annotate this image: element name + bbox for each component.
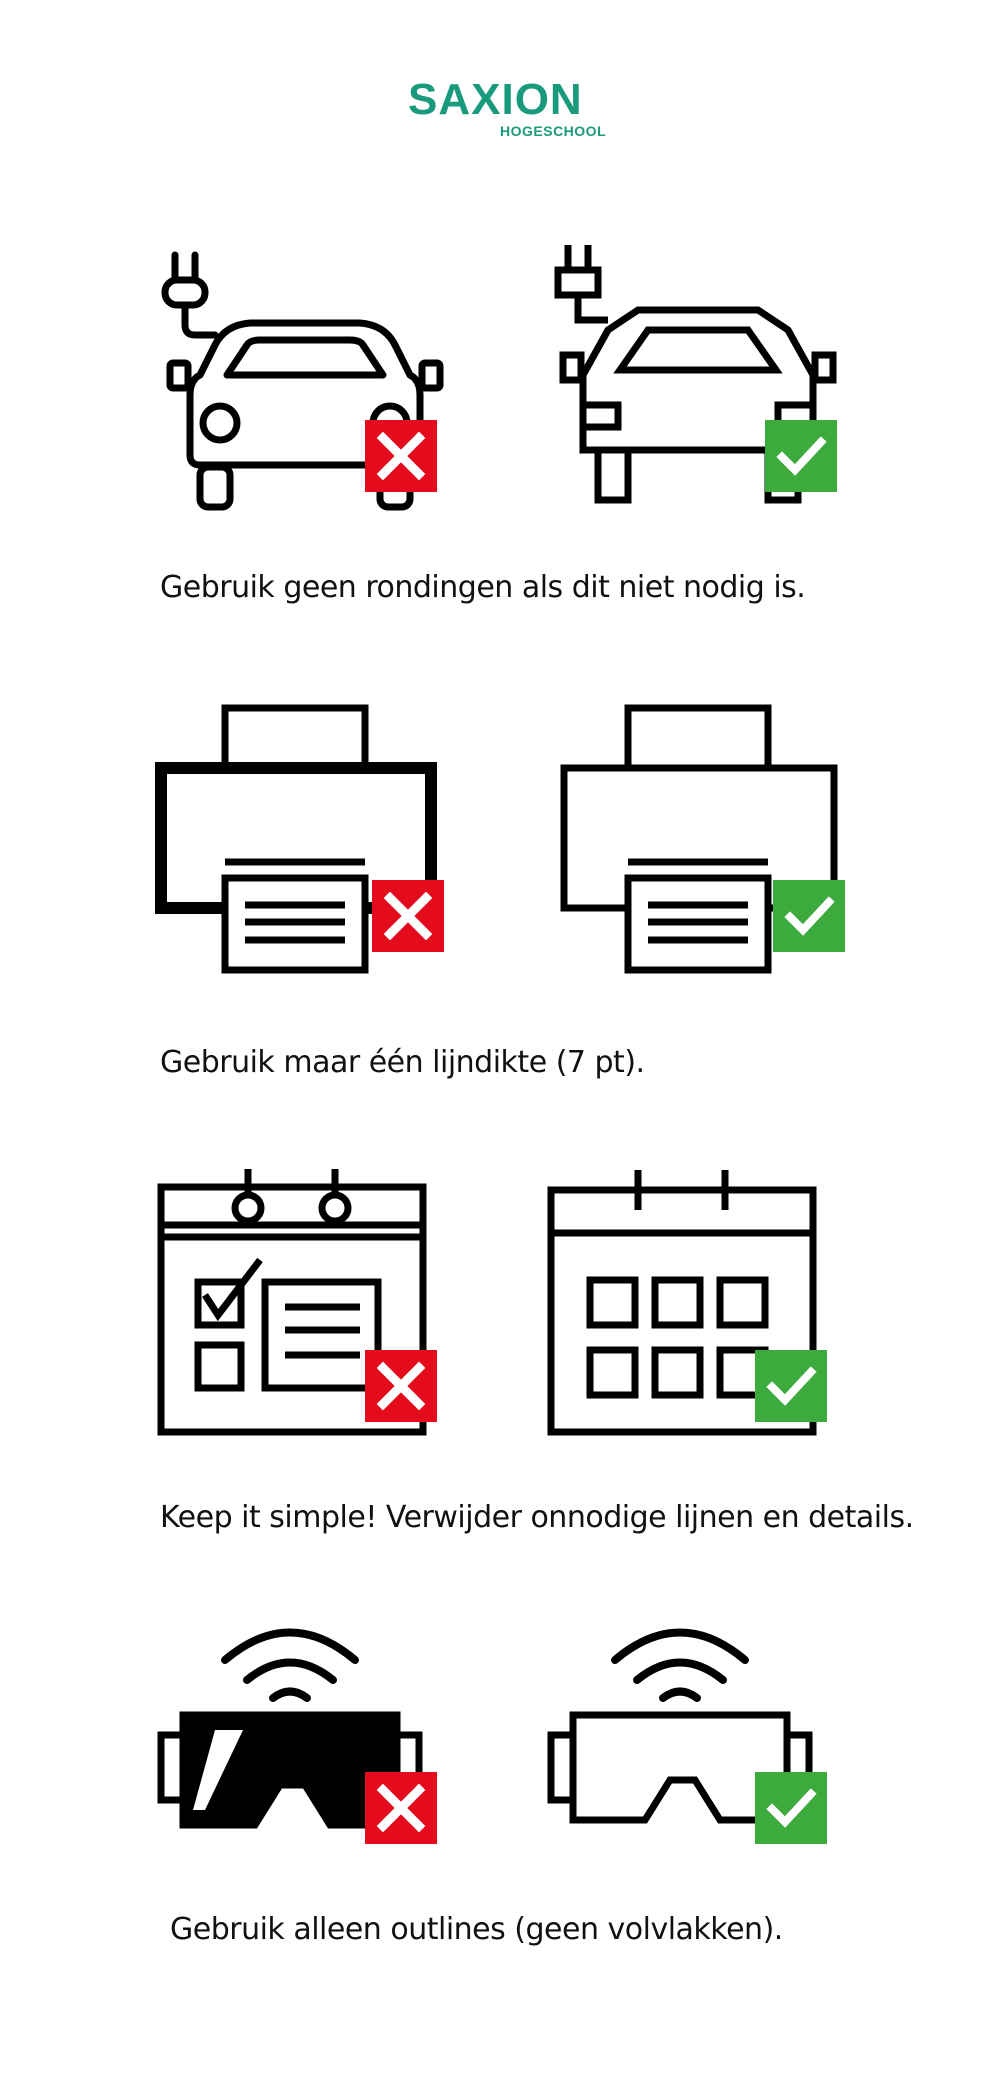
row-caption: Keep it simple! Verwijder onnodige lijnen en details. [160, 1500, 914, 1535]
wrong-badge-icon [365, 1350, 437, 1422]
wrong-badge-icon [365, 420, 437, 492]
row-caption: Gebruik alleen outlines (geen volvlakken). [170, 1912, 783, 1947]
logo-subtitle: HOGESCHOOL [500, 123, 607, 139]
saxion-logo [400, 55, 630, 150]
right-badge-icon [773, 880, 845, 952]
row-caption: Gebruik maar één lijndikte (7 pt). [160, 1045, 645, 1080]
logo-wordmark: SAXION [408, 75, 583, 124]
right-badge-icon [755, 1350, 827, 1422]
wrong-badge-icon [365, 1772, 437, 1844]
wrong-badge-icon [372, 880, 444, 952]
right-badge-icon [765, 420, 837, 492]
right-badge-icon [755, 1772, 827, 1844]
row-caption: Gebruik geen rondingen als dit niet nodig is. [160, 570, 806, 605]
